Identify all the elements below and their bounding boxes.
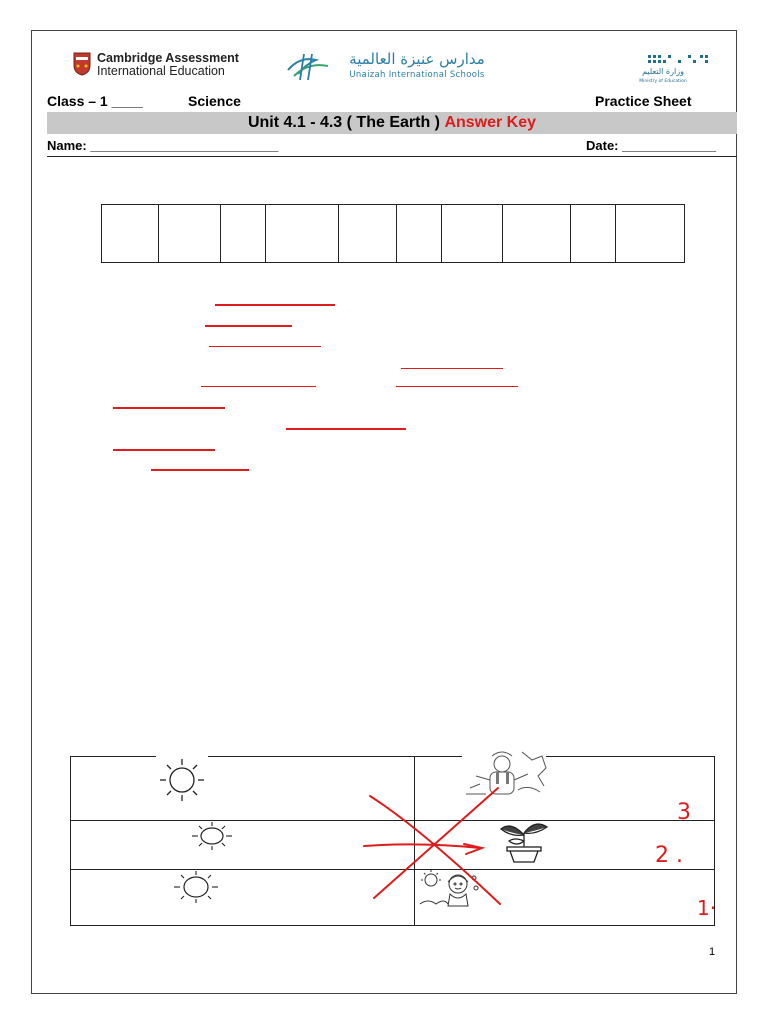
answer-blank bbox=[209, 346, 321, 347]
sun-icon bbox=[170, 870, 222, 904]
class-label: Class – 1 ____ bbox=[47, 93, 143, 109]
letter-box bbox=[266, 205, 339, 262]
answer-blank bbox=[205, 325, 292, 327]
cambridge-line1: Cambridge Assessment bbox=[97, 51, 239, 65]
school-name-latin: Unaizah International Schools bbox=[349, 70, 485, 80]
name-field: Name: __________________________ bbox=[47, 138, 279, 153]
cambridge-logo bbox=[73, 52, 243, 82]
cambridge-line2: International Education bbox=[97, 64, 225, 78]
title-bar bbox=[47, 112, 737, 134]
ministry-logo bbox=[612, 55, 712, 85]
unaizah-emblem-icon bbox=[286, 52, 330, 82]
answer-blank bbox=[396, 386, 518, 387]
date-field: Date: _____________ bbox=[586, 138, 717, 153]
answer-blank bbox=[113, 449, 215, 451]
letter-box bbox=[102, 205, 159, 262]
answer-blank bbox=[215, 304, 335, 306]
letter-box bbox=[159, 205, 221, 262]
red-cross-marks bbox=[360, 778, 530, 908]
letter-box bbox=[221, 205, 266, 262]
ministry-name-latin: Ministry of Education bbox=[639, 79, 687, 84]
answer-blank bbox=[113, 407, 225, 409]
letter-box bbox=[503, 205, 571, 262]
school-name-arabic: مدارس عنيزة العالمية bbox=[349, 50, 485, 68]
letter-box bbox=[616, 205, 684, 262]
handwritten-number: 1· bbox=[697, 896, 717, 920]
answer-blank bbox=[401, 368, 503, 369]
sheet-type-label: Practice Sheet bbox=[595, 93, 692, 109]
letter-box bbox=[397, 205, 442, 262]
answer-blank bbox=[151, 469, 249, 471]
page-number: 1 bbox=[709, 946, 716, 958]
letter-box bbox=[339, 205, 397, 262]
unaizah-logo bbox=[286, 50, 506, 86]
letter-boxes bbox=[101, 204, 685, 263]
handwritten-number: 3 bbox=[677, 800, 691, 825]
sun-icon bbox=[156, 757, 208, 803]
handwritten-number: 2 . bbox=[655, 843, 683, 868]
header-divider bbox=[47, 156, 737, 157]
unit-title: Unit 4.1 - 4.3 ( The Earth ) bbox=[247, 114, 440, 131]
letter-box bbox=[442, 205, 503, 262]
letter-box bbox=[571, 205, 616, 262]
ministry-name-arabic: وزارة التعليم bbox=[642, 67, 684, 76]
cambridge-shield-icon bbox=[73, 52, 91, 76]
answer-blank bbox=[201, 386, 316, 387]
subject-label: Science bbox=[188, 93, 241, 109]
sun-icon bbox=[186, 821, 238, 851]
answer-blank bbox=[286, 428, 406, 430]
ministry-dots-icon bbox=[648, 55, 710, 65]
answer-key-label: Answer Key bbox=[444, 114, 537, 131]
